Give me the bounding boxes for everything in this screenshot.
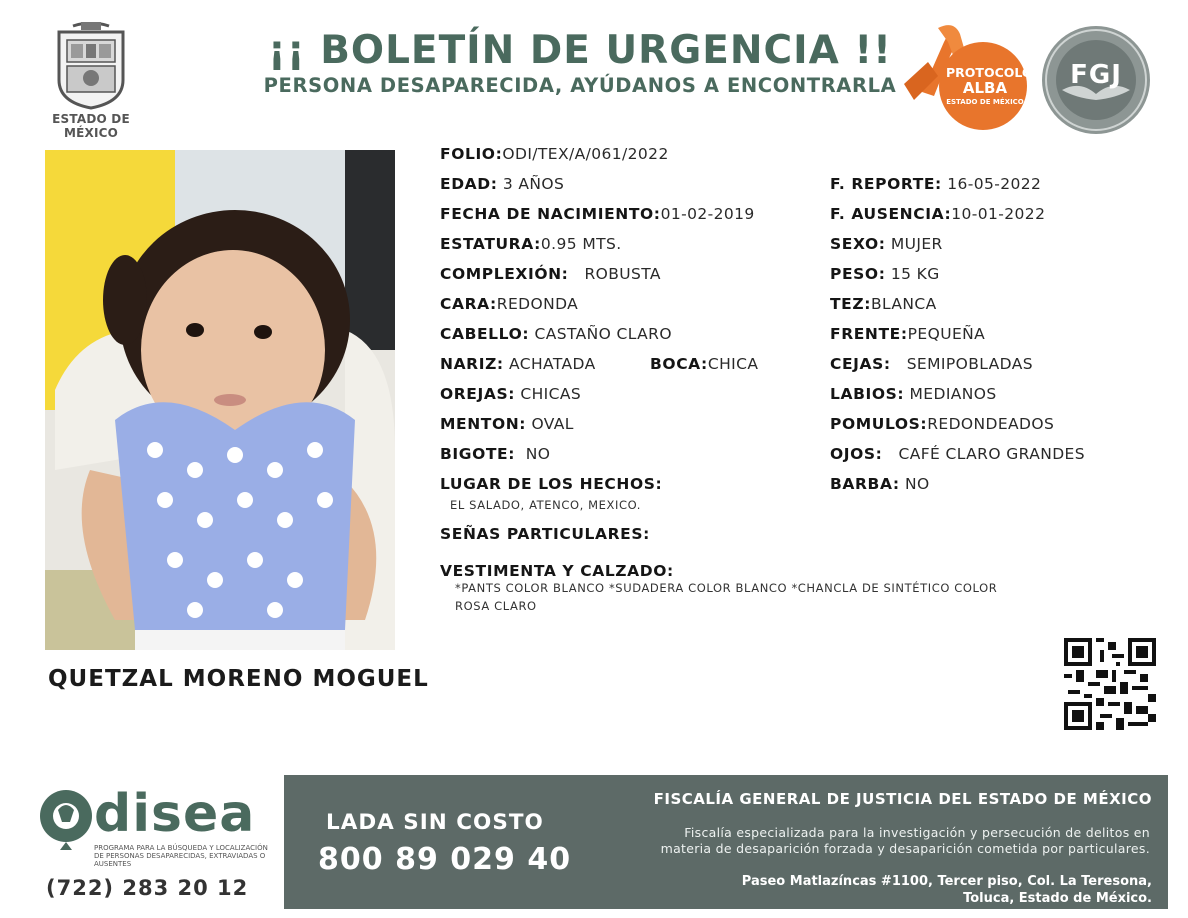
fecha-nacimiento-value: 01-02-2019	[660, 205, 755, 223]
boca-value: CHICA	[707, 355, 759, 373]
pomulos-value: REDONDEADOS	[927, 415, 1055, 433]
tez-value: BLANCA	[871, 295, 937, 313]
field-peso	[830, 265, 940, 283]
complexion-value: ROBUSTA	[584, 265, 661, 283]
bigote-value: NO	[525, 445, 551, 463]
odisea-pin-icon	[36, 788, 96, 850]
cara-value: REDONDA	[496, 295, 579, 313]
folio-label: FOLIO:	[440, 145, 503, 163]
orejas-value: CHICAS	[520, 385, 582, 403]
boca-label: BOCA:	[650, 355, 708, 373]
f-ausencia-label: F. AUSENCIA:	[830, 205, 952, 223]
fgj-logo	[1040, 24, 1152, 136]
lugar-label: LUGAR DE LOS HECHOS:	[440, 475, 663, 493]
field-sexo	[830, 235, 943, 253]
field-pomulos	[830, 415, 1054, 433]
frente-value: PEQUEÑA	[907, 325, 986, 343]
frente-label: FRENTE:	[830, 325, 908, 343]
field-f-reporte	[830, 175, 1041, 193]
cabello-label: CABELLO:	[440, 325, 530, 343]
bigote-label: BIGOTE:	[440, 445, 516, 463]
peso-label: PESO:	[830, 265, 886, 283]
field-f-ausencia	[830, 205, 1045, 223]
menton-label: MENTON:	[440, 415, 527, 433]
vestimenta-line-1: *PANTS COLOR BLANCO *SUDADERA COLOR BLANCO *CHANCLA DE SINTÉTICO COLOR	[455, 581, 998, 595]
qr-code[interactable]	[1064, 638, 1156, 730]
field-bigote	[440, 445, 550, 463]
lada-phone-number[interactable]: 800 89 029 40	[318, 842, 572, 877]
fgj-address-line-2: Toluca, Estado de México.	[963, 891, 1152, 906]
estatura-label: ESTATURA:	[440, 235, 541, 253]
estado-de-mexico-logo	[30, 18, 152, 140]
edad-label: EDAD:	[440, 175, 498, 193]
vestimenta-line-2: ROSA CLARO	[455, 599, 537, 613]
folio-value: ODI/TEX/A/061/2022	[502, 145, 669, 163]
field-boca	[650, 355, 758, 373]
field-tez	[830, 295, 937, 313]
field-senas	[440, 525, 650, 543]
odisea-tagline-2: DE PERSONAS DESAPARECIDAS, EXTRAVIADAS O	[94, 852, 266, 860]
peso-value: 15 KG	[890, 265, 940, 283]
fgj-description-line-2: materia de desaparición forzada y desaparición cometida por particulares.	[660, 841, 1150, 856]
field-cara	[440, 295, 578, 313]
field-labios	[830, 385, 997, 403]
field-nariz	[440, 355, 596, 373]
field-ojos	[830, 445, 1085, 463]
labios-label: LABIOS:	[830, 385, 905, 403]
field-cejas	[830, 355, 1033, 373]
alba-line-2: ALBA	[962, 79, 1008, 97]
edad-value: 3 AÑOS	[502, 175, 565, 193]
field-orejas	[440, 385, 581, 403]
field-cabello	[440, 325, 672, 343]
alba-line-3: ESTADO DE MÉXICO	[946, 98, 1024, 106]
field-vestimenta	[440, 562, 674, 580]
sexo-value: MUJER	[890, 235, 943, 253]
orejas-label: OREJAS:	[440, 385, 516, 403]
alba-line-1: PROTOCOLO	[946, 65, 1033, 80]
field-edad	[440, 175, 564, 193]
f-reporte-value: 16-05-2022	[947, 175, 1042, 193]
cabello-value: CASTAÑO CLARO	[534, 325, 672, 343]
fgj-description	[590, 825, 1150, 857]
labios-value: MEDIANOS	[909, 385, 997, 403]
pomulos-label: POMULOS:	[830, 415, 928, 433]
bulletin-title: ¡¡ BOLETÍN DE URGENCIA !!	[268, 28, 892, 73]
field-barba	[830, 475, 930, 493]
cara-label: CARA:	[440, 295, 497, 313]
missing-person-photo	[45, 150, 395, 650]
field-fecha-nacimiento	[440, 205, 755, 223]
odisea-tagline-3: AUSENTES	[94, 860, 132, 868]
f-ausencia-value: 10-01-2022	[951, 205, 1046, 223]
barba-value: NO	[904, 475, 930, 493]
protocolo-alba-badge	[898, 22, 1033, 132]
coat-of-arms-icon	[53, 22, 129, 110]
cejas-label: CEJAS:	[830, 355, 891, 373]
field-complexion	[440, 265, 661, 283]
fgj-logo-text: FGJ	[1070, 60, 1122, 90]
nariz-value: ACHATADA	[509, 355, 596, 373]
odisea-tagline-1: PROGRAMA PARA LA BÚSQUEDA Y LOCALIZACIÓN	[94, 844, 268, 852]
odisea-phone[interactable]: (722) 283 20 12	[46, 876, 249, 900]
fgj-address-line-1: Paseo Matlazíncas #1100, Tercer piso, Col. La Teresona,	[741, 874, 1152, 889]
odisea-logo	[34, 784, 270, 874]
fgj-description-line-1: Fiscalía especializada para la investigación y persecución de delitos en	[684, 825, 1150, 840]
field-lugar-label	[440, 475, 662, 493]
ojos-value: CAFÉ CLARO GRANDES	[898, 445, 1085, 463]
field-menton	[440, 415, 574, 433]
barba-label: BARBA:	[830, 475, 900, 493]
fgj-title: FISCALÍA GENERAL DE JUSTICIA DEL ESTADO DE MÉXICO	[653, 790, 1152, 808]
senas-label: SEÑAS PARTICULARES:	[440, 525, 650, 543]
fecha-nacimiento-label: FECHA DE NACIMIENTO:	[440, 205, 661, 223]
tez-label: TEZ:	[830, 295, 871, 313]
odisea-wordmark: disea	[94, 784, 256, 844]
missing-person-name: QUETZAL MORENO MOGUEL	[48, 666, 429, 692]
field-frente	[830, 325, 985, 343]
fgj-address	[590, 873, 1152, 907]
estatura-value: 0.95 MTS.	[540, 235, 622, 253]
estado-de-mexico-label: ESTADO DE MÉXICO	[52, 112, 130, 140]
ojos-label: OJOS:	[830, 445, 883, 463]
field-estatura	[440, 235, 622, 253]
sexo-label: SEXO:	[830, 235, 886, 253]
nariz-label: NARIZ:	[440, 355, 504, 373]
lugar-value: EL SALADO, ATENCO, MEXICO.	[450, 498, 642, 512]
complexion-label: COMPLEXIÓN:	[440, 265, 569, 283]
field-folio	[440, 145, 669, 163]
bulletin-subtitle: PERSONA DESAPARECIDA, AYÚDANOS A ENCONTRARLA	[263, 74, 897, 97]
f-reporte-label: F. REPORTE:	[830, 175, 942, 193]
menton-value: OVAL	[531, 415, 574, 433]
cejas-value: SEMIPOBLADAS	[906, 355, 1033, 373]
vestimenta-label: VESTIMENTA Y CALZADO:	[440, 562, 674, 580]
lada-sin-costo-label: LADA SIN COSTO	[326, 810, 544, 835]
